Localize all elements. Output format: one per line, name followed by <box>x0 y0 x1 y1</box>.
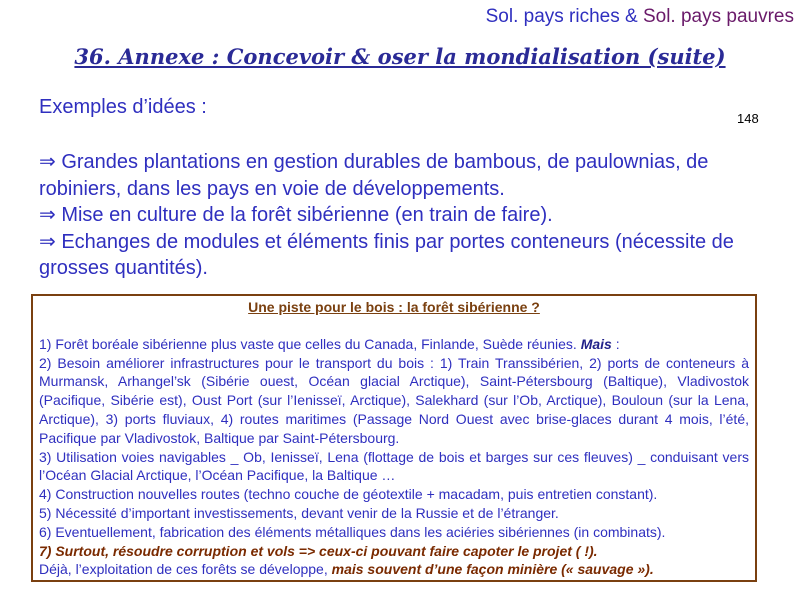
box-title: Une piste pour le bois : la forêt sibérienne ? <box>248 299 540 315</box>
slide-header <box>486 6 794 28</box>
slide-title: 36. Annexe : Concevoir & oser la mondialisation (suite) <box>74 44 726 69</box>
page-number: 148 <box>737 111 759 126</box>
box-last <box>39 560 749 579</box>
box-item-4: 4) Construction nouvelles routes (techno couche de géotextile + macadam, puis entretien constant). <box>39 486 658 503</box>
header-amp: & <box>619 6 643 27</box>
ideas-list <box>39 149 779 282</box>
box-last-emph: mais souvent d’une façon minière (« sauvage »). <box>331 561 654 578</box>
box-item-1-text: 1) Forêt boréale sibérienne plus vaste que celles du Canada, Finlande, Suède réunies. <box>39 335 581 352</box>
box-item-3: 3) Utilisation voies navigables _ Ob, Ienisseï, Lena (flottage de bois et barges sur ces fleuves) _ conduisant vers l’Océan Glacial Arctique, l’Océan Pacifique, la Baltique … <box>39 448 749 484</box>
box-item-2: 2) Besoin améliorer infrastructures pour le transport du bois : 1) Train Transsibérien, 2) ports de conteneurs à Murmansk, Arhangel’sk (Sibérie ouest, Océan glacial Arctique), Saint-Pétersbourg (Baltique), Vladivostok (Pacifique, Sibérie est), Oust Port (sur l’Ienisseï, Arctique), Salekhard (sur l’Ob, Arctique), Bouloun (sur la Lena, Arctique), 3) ports fluviaux, 4) routes maritimes (Passage Nord Ouest avec brise-glaces durant 4 mois, l’été, Pacifique par Vladivostok, Baltique par Saint-Pétersbourg. <box>39 354 749 446</box>
box-item-1-emph: Mais <box>580 335 612 352</box>
box-item-1 <box>39 335 749 354</box>
box-spacer <box>39 317 749 335</box>
box-item-7: 7) Surtout, résoudre corruption et vols => ceux-ci pouvant faire capoter le projet ( !). <box>39 542 598 559</box>
examples-label: Exemples d’idées : <box>39 96 207 118</box>
box-item-5: 5) Nécessité d’important investissements, devant venir de la Russie et de l’étranger. <box>39 504 559 521</box>
idea-item: ⇒ Echanges de modules et éléments finis par portes conteneurs (nécessite de grosses quantités). <box>39 230 734 279</box>
idea-item: ⇒ Mise en culture de la forêt sibérienne (en train de faire). <box>39 204 553 226</box>
box-item-6: 6) Eventuellement, fabrication des éléments métalliques dans les aciéries sibériennes (in combinats). <box>39 523 666 540</box>
header-poor: Sol. pays pauvres <box>642 6 794 27</box>
siberia-box <box>31 294 757 582</box>
box-last-text: Déjà, l’exploitation de ces forêts se développe, <box>39 561 332 578</box>
header-rich: Sol. pays riches <box>485 6 620 27</box>
box-item-1-tail: : <box>611 335 620 352</box>
idea-item: ⇒ Grandes plantations en gestion durables de bambous, de paulownias, de robiniers, dans les pays en voie de développements. <box>39 151 709 200</box>
